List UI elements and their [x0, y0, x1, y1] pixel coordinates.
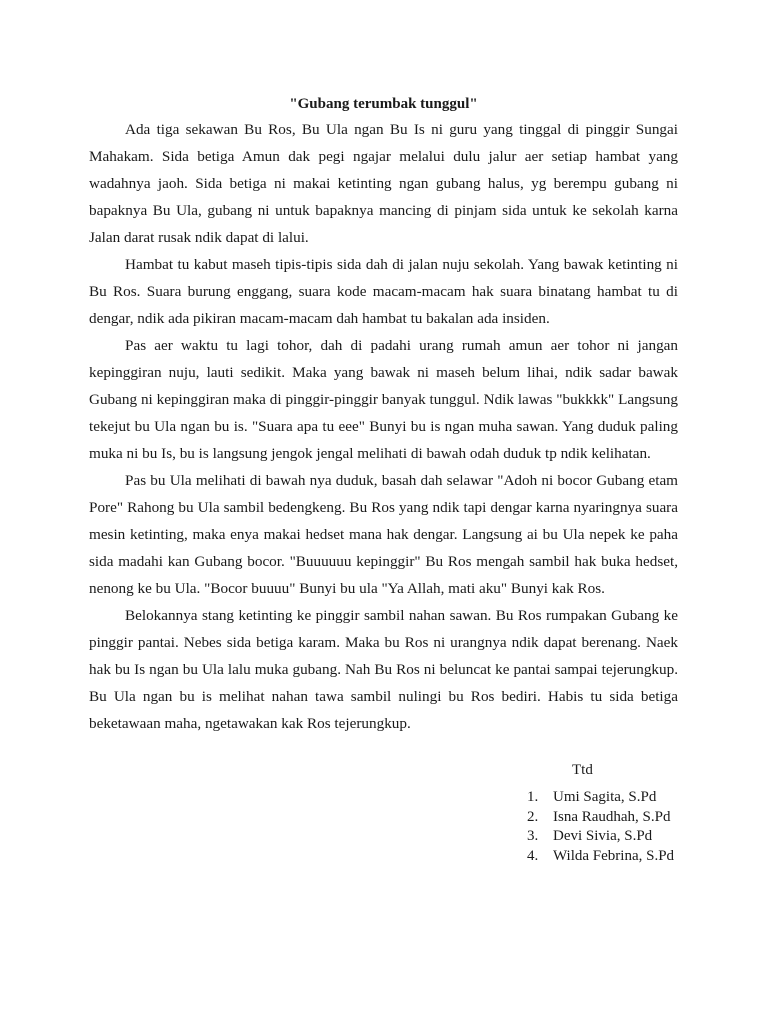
signer-item [527, 847, 674, 867]
paragraph-2: Hambat tu kabut maseh tipis-tipis sida dah di jalan nuju sekolah. Yang bawak ketinting ni Bu Ros. Suara burung enggang, suara kode macam-macam hak suara binatang hambat tu di dengar, ndik ada pikiran macam-macam dah hambat tu bakalan ada insiden. [89, 256, 678, 327]
paragraph-4: Pas bu Ula melihati di bawah nya duduk, basah dah selawar "Adoh ni bocor Gubang etam Pore" Rahong bu Ula sambil bedengkeng. Bu Ros yang ndik tapi dengar karna nyaringnya suara mesin ketinting, maka enya makai hedset mana hak dengar. Langsung ai bu Ula nepek ke paha sida madahi kan Gubang bocor. "Buuuuuu kepinggir" Bu Ros mengah sambil hak buka hedset, nenong ke bu Ula. "Bocor buuuu" Bunyi bu ula "Ya Allah, mati aku" Bunyi kak Ros. [89, 472, 678, 597]
signer-name: Devi Sivia, S.Pd [553, 828, 653, 844]
signer-item [527, 827, 674, 847]
signer-name: Umi Sagita, S.Pd [553, 789, 657, 805]
signer-number: 2. [527, 808, 539, 825]
signer-number: 4. [527, 847, 539, 864]
paragraph-1: Ada tiga sekawan Bu Ros, Bu Ula ngan Bu Is ni guru yang tinggal di pinggir Sungai Mahakam. Sida betiga Amun dak pegi ngajar melalui dulu jalur aer setiap hambat yang wadahnya jaoh. Sida betiga ni makai ketinting ngan gubang halus, yg berempu gubang ni bapaknya Bu Ula, gubang ni untuk bapaknya mancing di pinjam sida untuk ke sekolah karna Jalan darat rusak ndik dapat di lalui. [89, 121, 678, 246]
signer-name: Wilda Febrina, S.Pd [553, 847, 675, 864]
signer-number: 3. [527, 828, 539, 844]
signer-item [527, 788, 674, 808]
paragraph-3: Pas aer waktu tu lagi tohor, dah di padahi urang rumah amun aer tohor ni jangan kepinggiran nuju, lauti sedikit. Maka yang bawak ni maseh belum lihai, ndik sadar bawak Gubang ni kepinggiran maka di pinggir-pinggir banyak tunggul. Ndik lawas "bukkkk" Langsung tekejut bu Ula ngan bu is. "Suara apa tu eee" Bunyi bu is ngan muha sawan. Yang duduk paling muka ni bu Is, bu is langsung jengok jengal melihati di bawah odah duduk tp ndik kelihatan. [89, 337, 678, 462]
signer-number: 1. [527, 789, 539, 805]
document-title: "Gubang terumbak tunggul" [289, 96, 478, 112]
signer-list [527, 788, 674, 866]
paragraph-5: Belokannya stang ketinting ke pinggir sambil nahan sawan. Bu Ros rumpakan Gubang ke pinggir pantai. Nebes sida betiga karam. Maka bu Ros ni urangnya ndik dapat berenang. Naek hak bu Is ngan bu Ula lalu muka gubang. Nah Bu Ros ni beluncat ke pantai sampai tejerungkup. Bu Ula ngan bu is melihat nahan tawa sambil nulingi bu Ros bediri. Habis tu sida betiga beketawaan maha, ngetawakan kak Ros tejerungkup. [89, 607, 678, 732]
signer-item [527, 808, 674, 828]
signature-label: Ttd [572, 762, 593, 778]
signer-name: Isna Raudhah, S.Pd [553, 808, 671, 825]
document-body [89, 116, 678, 737]
